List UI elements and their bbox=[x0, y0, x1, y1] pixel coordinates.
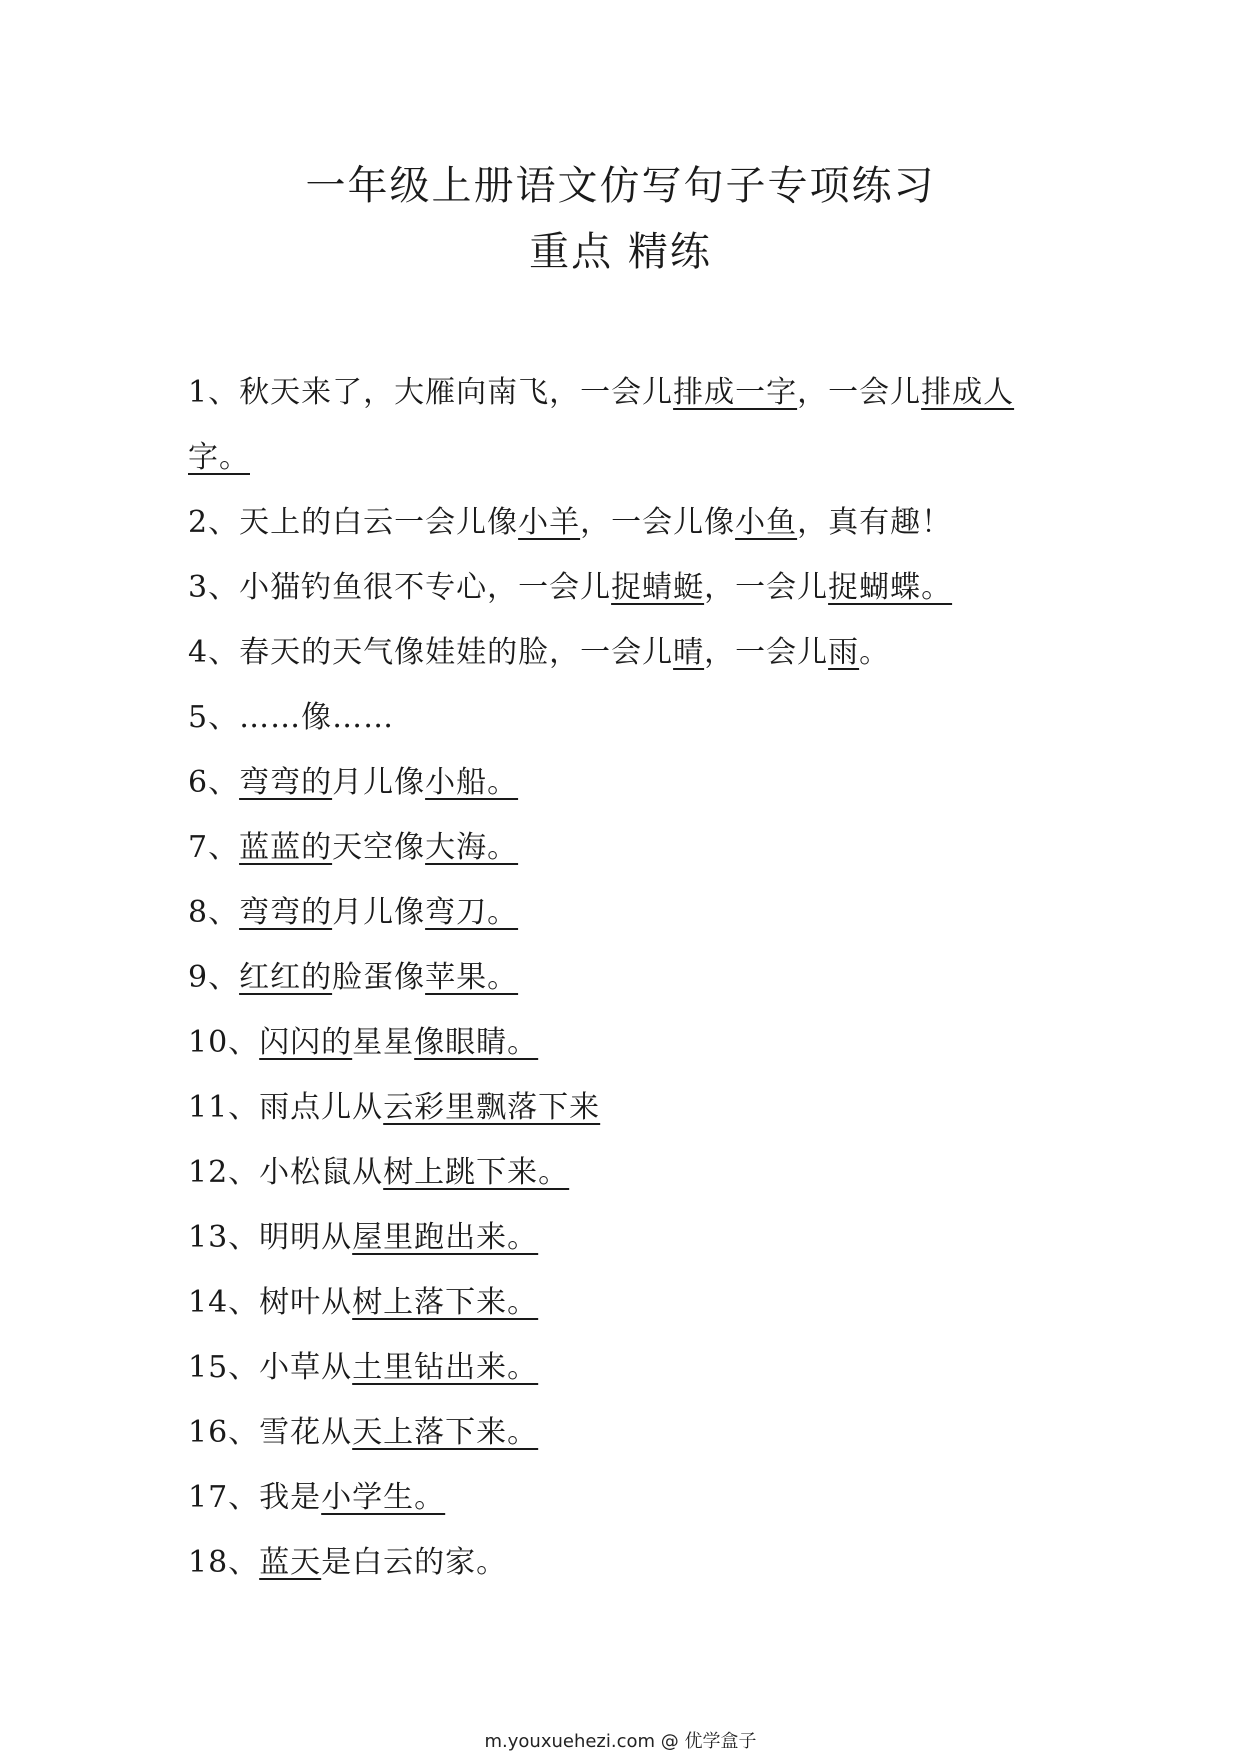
underlined-answer: 弯刀。 bbox=[425, 895, 519, 930]
exercise-list bbox=[188, 360, 1068, 1595]
underlined-answer: 捉蜻蜓 bbox=[611, 570, 705, 605]
sentence-text: 14、树叶从 bbox=[188, 1285, 353, 1320]
exercise-item bbox=[188, 685, 1068, 750]
sentence-text: 月儿像 bbox=[332, 895, 426, 930]
underlined-answer: 捉蝴蝶。 bbox=[828, 570, 953, 605]
sentence-text: 13、明明从 bbox=[188, 1220, 353, 1255]
sentence-text: ，一会儿 bbox=[704, 635, 829, 670]
exercise-item bbox=[188, 1270, 1068, 1335]
sentence-text: 脸蛋像 bbox=[332, 960, 426, 995]
underlined-answer: 小学生。 bbox=[321, 1480, 446, 1515]
page-subtitle: 重点 精练 bbox=[529, 229, 712, 275]
sentence-text: 18、 bbox=[188, 1545, 260, 1580]
sentence-text: 6、 bbox=[188, 765, 240, 800]
sentence-text: 17、我是 bbox=[188, 1480, 322, 1515]
exercise-item bbox=[188, 360, 1068, 490]
underlined-answer: 天上落下来。 bbox=[352, 1415, 539, 1450]
exercise-item bbox=[188, 880, 1068, 945]
exercise-item bbox=[188, 1075, 1068, 1140]
underlined-answer: 苹果。 bbox=[425, 960, 519, 995]
exercise-item bbox=[188, 1465, 1068, 1530]
exercise-item bbox=[188, 1400, 1068, 1465]
underlined-answer: 树上跳下来。 bbox=[383, 1155, 570, 1190]
sentence-text: 星星 bbox=[352, 1025, 415, 1060]
underlined-answer: 蓝蓝的 bbox=[239, 830, 333, 865]
sentence-text: 9、 bbox=[188, 960, 240, 995]
exercise-item bbox=[188, 1530, 1068, 1595]
underlined-answer: 云彩里飘落下来 bbox=[383, 1090, 601, 1125]
sentence-text: 12、小松鼠从 bbox=[188, 1155, 384, 1190]
underlined-answer: 像眼睛。 bbox=[414, 1025, 539, 1060]
exercise-item bbox=[188, 945, 1068, 1010]
footer-watermark: m.youxuehezi.com @ 优学盒子 bbox=[484, 1731, 757, 1752]
underlined-answer: 排成一字 bbox=[673, 375, 798, 410]
underlined-answer: 晴 bbox=[673, 635, 705, 670]
sentence-text: 7、 bbox=[188, 830, 240, 865]
exercise-item bbox=[188, 1140, 1068, 1205]
exercise-item bbox=[188, 620, 1068, 685]
sentence-text: 3、小猫钓鱼很不专心，一会儿 bbox=[188, 570, 612, 605]
sentence-text: 1、秋天来了，大雁向南飞，一会儿 bbox=[188, 375, 674, 410]
exercise-item bbox=[188, 1335, 1068, 1400]
underlined-answer: 土里钻出来。 bbox=[352, 1350, 539, 1385]
sentence-text: 5、……像…… bbox=[188, 700, 395, 735]
underlined-answer: 蓝天 bbox=[259, 1545, 322, 1580]
sentence-text: 月儿像 bbox=[332, 765, 426, 800]
sentence-text: ，真有趣！ bbox=[797, 505, 953, 540]
exercise-item bbox=[188, 555, 1068, 620]
sentence-text: ，一会儿像 bbox=[580, 505, 736, 540]
sentence-text: 16、雪花从 bbox=[188, 1415, 353, 1450]
page-title: 一年级上册语文仿写句子专项练习 bbox=[305, 163, 936, 209]
underlined-answer: 大海。 bbox=[425, 830, 519, 865]
sentence-text: 天空像 bbox=[332, 830, 426, 865]
exercise-item bbox=[188, 750, 1068, 815]
exercise-item bbox=[188, 1010, 1068, 1075]
sentence-text: ，一会儿 bbox=[704, 570, 829, 605]
underlined-answer: 弯弯的 bbox=[239, 895, 333, 930]
underlined-answer: 弯弯的 bbox=[239, 765, 333, 800]
underlined-answer: 屋里跑出来。 bbox=[352, 1220, 539, 1255]
sentence-text: 11、雨点儿从 bbox=[188, 1090, 384, 1125]
underlined-answer: 排成人字。 bbox=[188, 375, 1015, 475]
sentence-text: 4、春天的天气像娃娃的脸，一会儿 bbox=[188, 635, 674, 670]
exercise-item bbox=[188, 1205, 1068, 1270]
underlined-answer: 小鱼 bbox=[735, 505, 798, 540]
sentence-text: 是白云的家。 bbox=[321, 1545, 508, 1580]
underlined-answer: 小船。 bbox=[425, 765, 519, 800]
underlined-answer: 小羊 bbox=[518, 505, 581, 540]
sentence-text: 。 bbox=[859, 635, 891, 670]
sentence-text: ，一会儿 bbox=[797, 375, 922, 410]
underlined-answer: 闪闪的 bbox=[259, 1025, 353, 1060]
underlined-answer: 雨 bbox=[828, 635, 860, 670]
sentence-text: 15、小草从 bbox=[188, 1350, 353, 1385]
exercise-item bbox=[188, 490, 1068, 555]
underlined-answer: 红红的 bbox=[239, 960, 333, 995]
exercise-item bbox=[188, 815, 1068, 880]
underlined-answer: 树上落下来。 bbox=[352, 1285, 539, 1320]
sentence-text: 2、天上的白云一会儿像 bbox=[188, 505, 519, 540]
sentence-text: 8、 bbox=[188, 895, 240, 930]
sentence-text: 10、 bbox=[188, 1025, 260, 1060]
